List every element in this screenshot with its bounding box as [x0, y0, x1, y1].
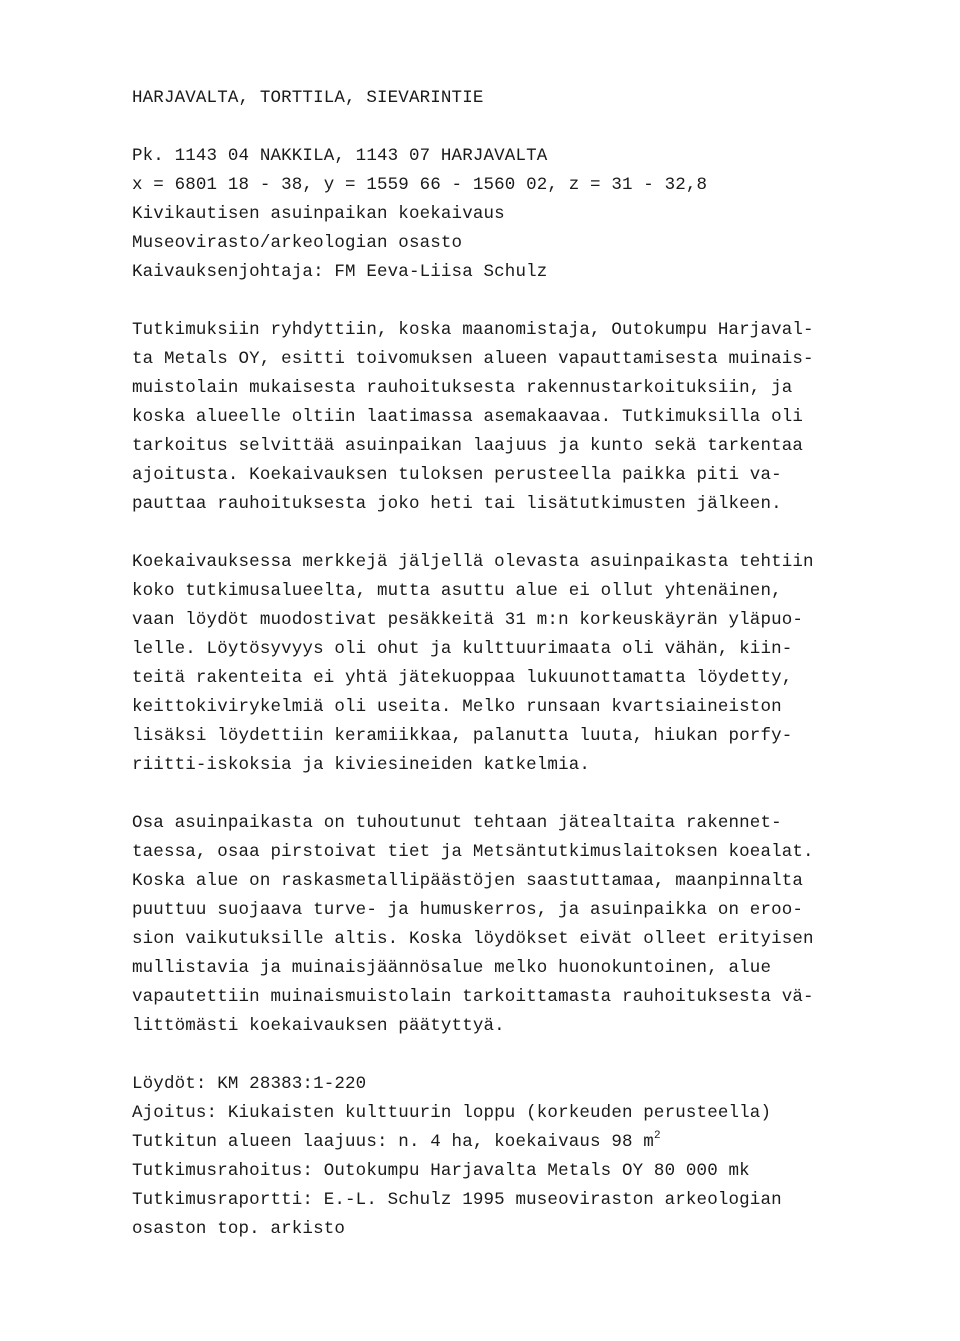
paragraph-line: Osa asuinpaikasta on tuhoutunut tehtaan jätealtaita rakennet- [132, 813, 782, 833]
paragraph-findings [132, 548, 912, 780]
area-line [132, 1128, 912, 1157]
spacer [132, 1041, 912, 1070]
paragraph-line: tarkoitus selvittää asuinpaikan laajuus ja kunto sekä tarkentaa [132, 436, 804, 456]
document-title: HARJAVALTA, TORTTILA, SIEVARINTIE [132, 88, 484, 108]
spacer [132, 113, 912, 142]
spacer [132, 519, 912, 548]
paragraph-line: puuttuu suojaava turve- ja humuskerros, ja asuinpaikka on eroo- [132, 900, 804, 920]
report-line: Tutkimusraportti: E.-L. Schulz 1995 museoviraston arkeologian [132, 1190, 782, 1210]
paragraph-line: ta Metals OY, esitti toivomuksen alueen vapauttamisesta muinais- [132, 349, 814, 369]
paragraph-condition [132, 809, 912, 1041]
details-block [132, 1070, 912, 1244]
paragraph-line: vaan löydöt muodostivat pesäkkeitä 31 m:n korkeuskäyrän yläpuo- [132, 610, 804, 630]
paragraph-line: koko tutkimusalueelta, mutta asuttu alue ei ollut yhtenäinen, [132, 581, 782, 601]
director-line: Kaivauksenjohtaja: FM Eeva-Liisa Schulz [132, 262, 548, 282]
paragraph-line: keittokivirykelmiä oli useita. Melko runsaan kvartsiaineiston [132, 697, 782, 717]
paragraph-line: littömästi koekaivauksen päätyttyä. [132, 1016, 505, 1036]
paragraph-line: ajoitusta. Koekaivauksen tuloksen perusteella paikka piti va- [132, 465, 782, 485]
header-info [132, 142, 912, 287]
paragraph-line: mullistavia ja muinaisjäännösalue melko huonokuntoinen, alue [132, 958, 772, 978]
paragraph-line: lisäksi löydettiin keramiikkaa, palanutta luuta, hiukan porfy- [132, 726, 793, 746]
paragraph-line: Koska alue on raskasmetallipäästöjen saastuttamaa, maanpinnalta [132, 871, 804, 891]
area-superscript: 2 [653, 1130, 661, 1142]
paragraph-line: pauttaa rauhoituksesta joko heti tai lisätutkimusten jälkeen. [132, 494, 782, 514]
paragraph-line: muistolain mukaisesta rauhoituksesta rakennustarkoituksiin, ja [132, 378, 793, 398]
report-line-continued: osaston top. arkisto [132, 1219, 346, 1239]
finds-line: Löydöt: KM 28383:1-220 [132, 1074, 367, 1094]
paragraph-line: koska alueelle oltiin laatimassa asemakaavaa. Tutkimuksilla oli [132, 407, 804, 427]
organisation-line: Museovirasto/arkeologian osasto [132, 233, 463, 253]
paragraph-line: sion vaikutuksille altis. Koska löydökset eivät olleet erityisen [132, 929, 814, 949]
document-page [132, 84, 912, 1244]
paragraph-line: taessa, osaa pirstoivat tiet ja Metsäntutkimuslaitoksen koealat. [132, 842, 814, 862]
spacer [132, 780, 912, 809]
paragraph-line: Tutkimuksiin ryhdyttiin, koska maanomistaja, Outokumpu Harjaval- [132, 320, 814, 340]
spacer [132, 287, 912, 316]
paragraph-line: teitä rakenteita ei yhtä jätekuoppaa lukuunottamatta löydetty, [132, 668, 793, 688]
paragraph-line: vapautettiin muinaismuistolain tarkoittamasta rauhoituksesta vä- [132, 987, 814, 1007]
dating-line: Ajoitus: Kiukaisten kulttuurin loppu (korkeuden perusteella) [132, 1103, 772, 1123]
area-text: Tutkitun alueen laajuus: n. 4 ha, koekaivaus 98 m [132, 1132, 654, 1152]
funding-line: Tutkimusrahoitus: Outokumpu Harjavalta Metals OY 80 000 mk [132, 1161, 750, 1181]
paragraph-line: Koekaivauksessa merkkejä jäljellä olevasta asuinpaikasta tehtiin [132, 552, 814, 572]
paragraph-line: riitti-iskoksia ja kiviesineiden katkelmia. [132, 755, 591, 775]
paragraph-line: lelle. Löytösyvyys oli ohut ja kulttuurimaata oli vähän, kiin- [132, 639, 793, 659]
paragraph-purpose [132, 316, 912, 519]
coordinates-line: x = 6801 18 - 38, y = 1559 66 - 1560 02, z = 31 - 32,8 [132, 175, 708, 195]
map-sheet-line: Pk. 1143 04 NAKKILA, 1143 07 HARJAVALTA [132, 146, 548, 166]
excavation-type-line: Kivikautisen asuinpaikan koekaivaus [132, 204, 505, 224]
